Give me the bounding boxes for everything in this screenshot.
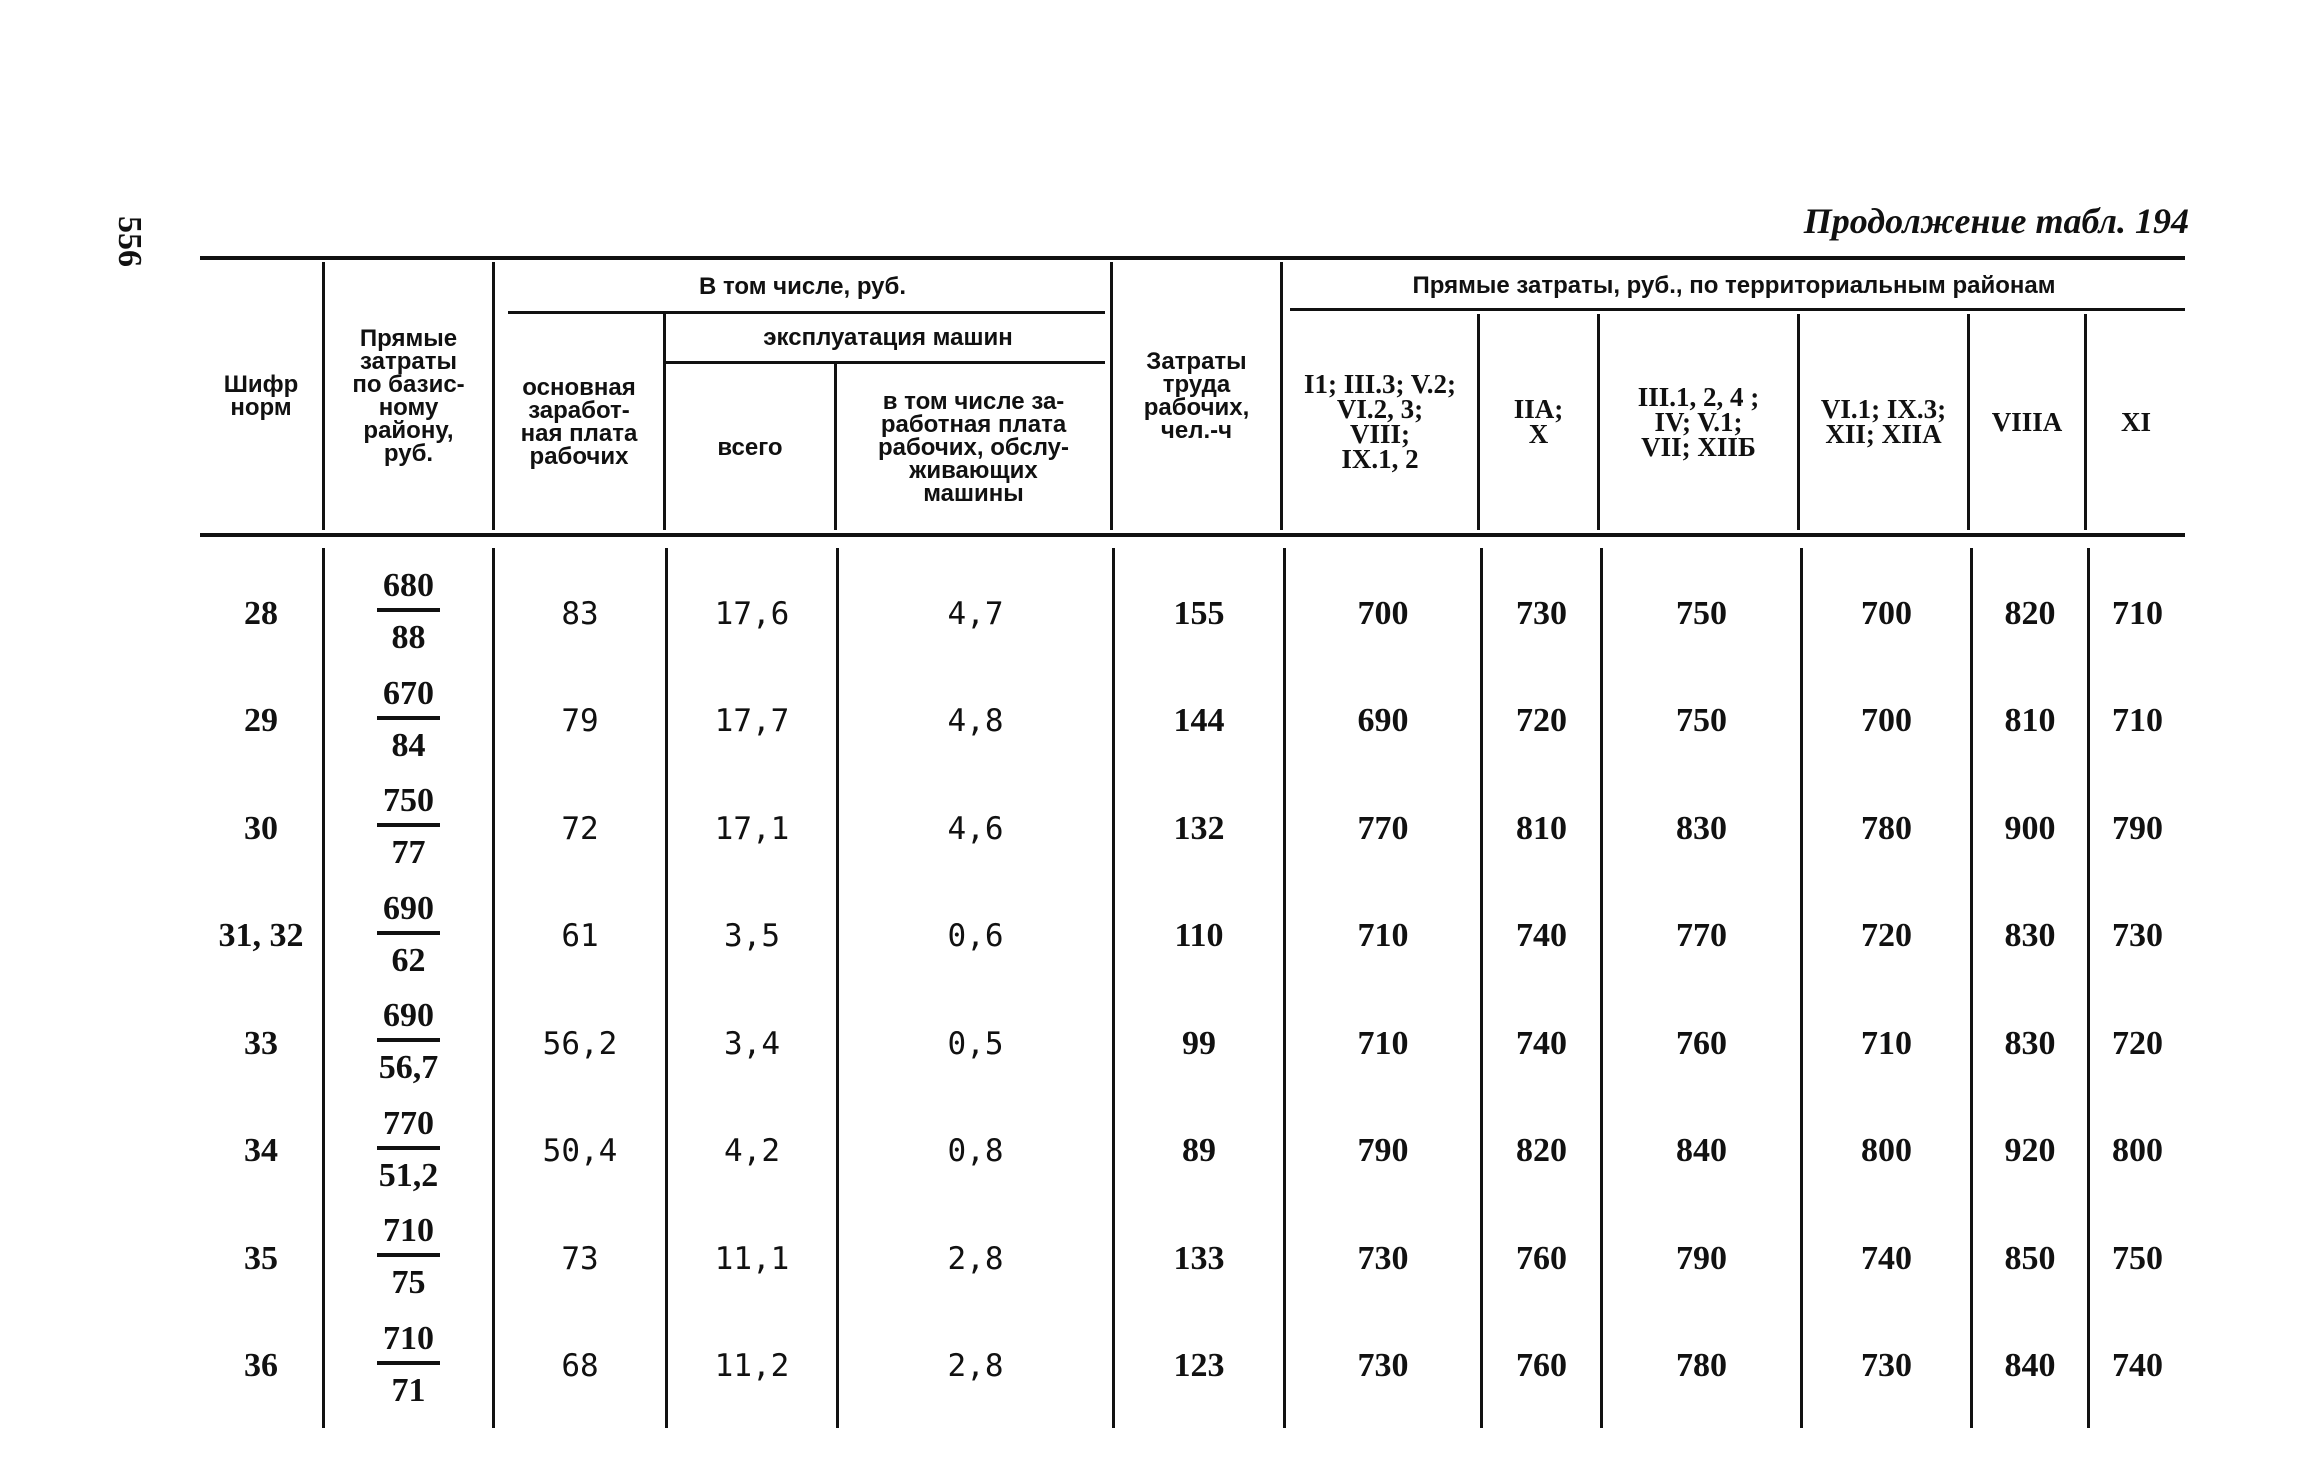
cell-region-cost: 700 bbox=[1861, 702, 1912, 740]
cell-region-cost: 790 bbox=[1676, 1239, 1727, 1277]
wage-value: 84 bbox=[391, 726, 426, 764]
cell-region-cost: 830 bbox=[2004, 1024, 2056, 1062]
wage-value: 77 bbox=[391, 834, 426, 871]
table-caption: Продолжение табл. 194 bbox=[1803, 201, 2189, 241]
direct-cost-value: 690 bbox=[377, 889, 440, 935]
cell-region-cost: 850 bbox=[2004, 1239, 2056, 1277]
wage-value: 56,7 bbox=[378, 1049, 439, 1086]
cell-basic: 56,2 bbox=[542, 1025, 618, 1062]
cell-region-cost: 710 bbox=[1357, 917, 1409, 955]
cell-region-cost: 730 bbox=[2112, 917, 2163, 955]
cell-basic: 72 bbox=[561, 810, 599, 847]
header-regions-group: Прямые затраты, руб., по территориальным районам bbox=[1412, 271, 2056, 299]
table-top-rule bbox=[200, 256, 2185, 260]
direct-cost-value: 690 bbox=[377, 996, 440, 1042]
cell-region-cost: 730 bbox=[1357, 1347, 1409, 1385]
cell-region-cost: 780 bbox=[1861, 809, 1912, 847]
cell-code: 31, 32 bbox=[218, 917, 304, 955]
cell-region-cost: 810 bbox=[1516, 809, 1567, 847]
cell-region-cost: 700 bbox=[1861, 594, 1912, 632]
header-region: XI bbox=[2120, 406, 2151, 437]
cell-machine-wage: 2,8 bbox=[947, 1348, 1004, 1385]
cell-total: 11,1 bbox=[714, 1240, 790, 1277]
cell-direct-cost-fraction bbox=[325, 1319, 492, 1411]
cell-region-cost: 710 bbox=[2112, 702, 2163, 740]
cell-region-cost: 750 bbox=[2112, 1239, 2163, 1277]
header-bottom-rule bbox=[200, 533, 2185, 537]
cell-labor: 155 bbox=[1173, 594, 1225, 632]
cell-labor: 132 bbox=[1173, 809, 1225, 847]
cell-region-cost: 920 bbox=[2004, 1132, 2056, 1170]
cell-region-cost: 760 bbox=[1676, 1024, 1727, 1062]
cell-region-cost: 750 bbox=[1676, 702, 1727, 740]
cell-region-cost: 760 bbox=[1516, 1239, 1567, 1277]
cell-code: 30 bbox=[244, 809, 278, 847]
cell-region-cost: 780 bbox=[1676, 1347, 1727, 1385]
cell-region-cost: 830 bbox=[2004, 917, 2056, 955]
cell-code: 28 bbox=[244, 594, 278, 632]
cell-direct-cost-fraction bbox=[325, 781, 492, 873]
cell-code: 34 bbox=[244, 1132, 278, 1170]
header-machines-total: всего bbox=[717, 433, 783, 461]
header-machines: эксплуатация машин bbox=[763, 324, 1013, 351]
cell-region-cost: 710 bbox=[1861, 1024, 1912, 1062]
cell-machine-wage: 4,6 bbox=[947, 810, 1004, 847]
cell-total: 17,7 bbox=[714, 703, 790, 740]
cell-region-cost: 840 bbox=[2004, 1347, 2056, 1385]
cell-direct-cost-fraction bbox=[325, 996, 492, 1088]
cell-machine-wage: 4,7 bbox=[947, 595, 1004, 632]
cell-total: 17,1 bbox=[714, 810, 790, 847]
cell-labor: 99 bbox=[1182, 1024, 1216, 1062]
cell-region-cost: 800 bbox=[1861, 1132, 1912, 1170]
cell-machine-wage: 0,6 bbox=[947, 918, 1004, 955]
cell-labor: 110 bbox=[1174, 917, 1224, 955]
cell-region-cost: 770 bbox=[1357, 809, 1409, 847]
direct-cost-value: 680 bbox=[377, 566, 440, 612]
wage-value: 75 bbox=[391, 1264, 426, 1301]
cell-code: 35 bbox=[244, 1239, 278, 1277]
cell-total: 3,5 bbox=[724, 918, 780, 955]
cell-basic: 79 bbox=[561, 703, 599, 740]
cell-code: 33 bbox=[244, 1024, 278, 1062]
cell-direct-cost-fraction bbox=[325, 674, 492, 766]
cell-basic: 61 bbox=[561, 918, 599, 955]
cell-total: 17,6 bbox=[714, 595, 790, 632]
direct-cost-value: 670 bbox=[377, 674, 440, 720]
cell-labor: 89 bbox=[1182, 1132, 1216, 1170]
wage-value: 62 bbox=[391, 941, 426, 979]
cell-region-cost: 770 bbox=[1676, 917, 1727, 955]
cell-region-cost: 740 bbox=[1861, 1239, 1912, 1277]
header-machine-wage: в том числе за- работная плата рабочих, обслу- живающих машины bbox=[877, 387, 1070, 507]
page-number: 556 bbox=[111, 216, 148, 267]
cell-region-cost: 740 bbox=[1516, 917, 1567, 955]
header-region: I1; III.3; V.2; VI.2, 3; VIII; IX.1, 2 bbox=[1303, 369, 1457, 474]
cell-region-cost: 830 bbox=[1676, 809, 1727, 847]
cell-region-cost: 790 bbox=[2112, 809, 2163, 847]
cell-direct-cost-fraction bbox=[325, 566, 492, 658]
cell-region-cost: 690 bbox=[1357, 702, 1409, 740]
cell-region-cost: 720 bbox=[2112, 1024, 2163, 1062]
header-labor: Затраты труда рабочих, чел.-ч bbox=[1143, 348, 1250, 444]
cell-region-cost: 790 bbox=[1357, 1132, 1409, 1170]
cell-region-cost: 740 bbox=[1516, 1024, 1567, 1062]
header-region: III.1, 2, 4 ; IV; V.1; VII; XIIБ bbox=[1637, 381, 1760, 462]
direct-cost-value: 710 bbox=[377, 1319, 440, 1365]
cell-total: 4,2 bbox=[724, 1133, 780, 1170]
cell-total: 3,4 bbox=[724, 1025, 780, 1062]
header-code: Шифр норм bbox=[223, 371, 299, 421]
cell-region-cost: 710 bbox=[1357, 1024, 1409, 1062]
cell-direct-cost-fraction bbox=[325, 889, 492, 981]
cell-region-cost: 900 bbox=[2004, 809, 2056, 847]
cell-region-cost: 810 bbox=[2004, 702, 2056, 740]
cell-region-cost: 820 bbox=[2004, 594, 2056, 632]
cell-machine-wage: 0,5 bbox=[947, 1025, 1004, 1062]
cell-region-cost: 840 bbox=[1676, 1132, 1727, 1170]
cell-region-cost: 720 bbox=[1516, 702, 1567, 740]
cell-region-cost: 730 bbox=[1861, 1347, 1912, 1385]
cell-region-cost: 820 bbox=[1516, 1132, 1567, 1170]
header-basic-wage: основная заработ- ная плата рабочих bbox=[520, 374, 638, 470]
header-region: VIIIA bbox=[1991, 406, 2063, 437]
cell-basic: 73 bbox=[561, 1240, 599, 1277]
cell-machine-wage: 0,8 bbox=[947, 1133, 1004, 1170]
cell-basic: 68 bbox=[561, 1348, 599, 1385]
cell-region-cost: 730 bbox=[1516, 594, 1567, 632]
direct-cost-value: 750 bbox=[377, 781, 440, 827]
cell-region-cost: 720 bbox=[1861, 917, 1912, 955]
wage-value: 51,2 bbox=[378, 1156, 439, 1194]
header-region: IIA; X bbox=[1513, 394, 1564, 449]
wage-value: 88 bbox=[391, 619, 426, 656]
cell-code: 36 bbox=[244, 1347, 278, 1385]
wage-value: 71 bbox=[391, 1371, 426, 1409]
cell-basic: 50,4 bbox=[542, 1133, 618, 1170]
cell-labor: 144 bbox=[1173, 702, 1225, 740]
subheader-rule-regions bbox=[1290, 308, 2185, 311]
cell-code: 29 bbox=[244, 702, 278, 740]
cell-labor: 133 bbox=[1173, 1239, 1225, 1277]
cell-region-cost: 710 bbox=[2112, 594, 2163, 632]
cell-region-cost: 800 bbox=[2112, 1132, 2163, 1170]
cell-region-cost: 730 bbox=[1357, 1239, 1409, 1277]
cell-labor: 123 bbox=[1173, 1347, 1225, 1385]
header-direct-base: Прямые затраты по базис- ному району, руб. bbox=[352, 325, 465, 467]
cell-machine-wage: 2,8 bbox=[947, 1240, 1004, 1277]
cell-basic: 83 bbox=[561, 595, 599, 632]
cell-direct-cost-fraction bbox=[325, 1104, 492, 1196]
cell-direct-cost-fraction bbox=[325, 1211, 492, 1303]
cell-region-cost: 740 bbox=[2112, 1347, 2163, 1385]
direct-cost-value: 770 bbox=[377, 1104, 440, 1150]
cell-region-cost: 750 bbox=[1676, 594, 1727, 632]
header-including: В том числе, руб. bbox=[698, 273, 907, 300]
cell-region-cost: 760 bbox=[1516, 1347, 1567, 1385]
cell-total: 11,2 bbox=[714, 1348, 790, 1385]
header-region: VI.1; IX.3; XII; XIIA bbox=[1820, 394, 1947, 449]
direct-cost-value: 710 bbox=[377, 1211, 440, 1257]
cell-machine-wage: 4,8 bbox=[947, 703, 1004, 740]
cell-region-cost: 700 bbox=[1357, 594, 1409, 632]
